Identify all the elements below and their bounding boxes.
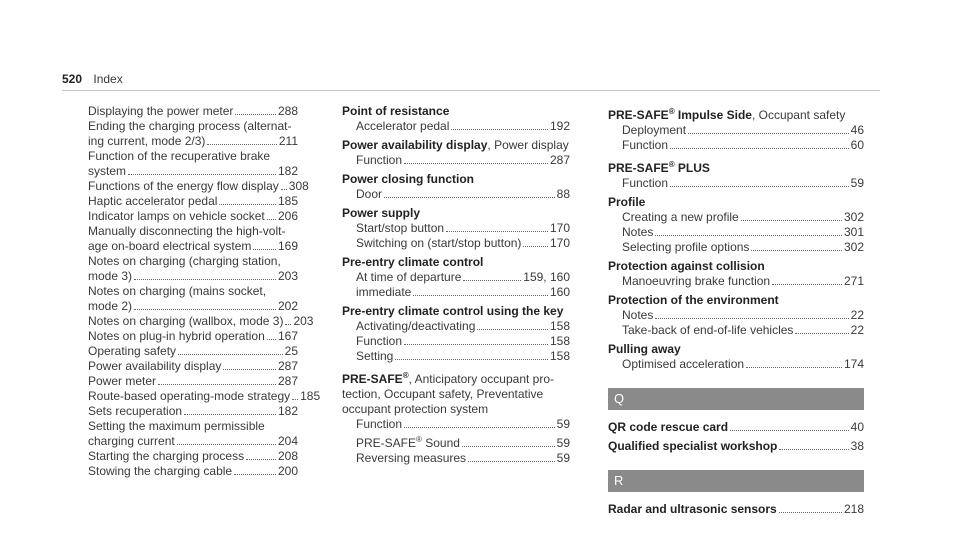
index-heading: PRE-SAFE® PLUS [608,160,710,175]
index-entry[interactable]: Stowing the charging cable 200 [88,464,298,478]
index-entry-line: Notes on charging (charging station, [88,254,281,268]
index-heading-line: tection, Occupant safety, Preventative [342,387,544,401]
header-rule [62,90,880,91]
index-entry[interactable]: Sets recuperation 182 [88,404,298,418]
index-subentry[interactable]: Function 59 [356,417,570,431]
index-entry[interactable]: Power meter 287 [88,374,298,388]
index-heading: Protection against collision [608,259,765,273]
index-entry[interactable]: Operating safety 25 [88,344,298,358]
index-entry[interactable]: mode 3) 203 [88,269,298,283]
index-entry[interactable]: ing current, mode 2/3) 211 [88,134,298,148]
index-subentry[interactable]: Start/stop button 170 [356,221,570,235]
index-entry[interactable]: Route-based operating-mode strategy 185 [88,389,321,403]
index-subentry[interactable]: Creating a new profile 302 [622,210,864,224]
index-subentry[interactable]: Selecting profile options 302 [622,240,864,254]
index-subentry[interactable]: Door 88 [356,187,570,201]
index-subentry[interactable]: PRE-SAFE® Sound 59 [356,435,570,450]
index-entry-line: Ending the charging process (alternat- [88,119,292,133]
index-heading: Profile [608,195,646,209]
index-column-2 [342,104,570,470]
index-entry[interactable]: mode 2) 202 [88,299,298,313]
index-subentry[interactable]: Function 60 [622,138,864,152]
index-subentry[interactable]: Accelerator pedal 192 [356,119,570,133]
index-entry[interactable]: Notes on plug-in hybrid operation 167 [88,329,298,343]
index-heading: Power supply [342,206,421,220]
index-entry[interactable]: Power availability display 287 [88,359,298,373]
index-entry[interactable]: age on-board electrical system 169 [88,239,298,253]
index-subentry[interactable]: Function 158 [356,334,570,348]
index-subentry[interactable]: immediate 160 [356,285,570,299]
index-entry[interactable]: system 182 [88,164,298,178]
index-entry-line: Manually disconnecting the high-volt- [88,224,286,238]
index-subentry[interactable]: Deployment 46 [622,123,864,137]
index-entry-line: Setting the maximum permissible [88,419,265,433]
index-subentry[interactable]: At time of departure 159, 160 [356,270,570,284]
index-subentry[interactable]: Manoeuvring brake function 271 [622,274,864,288]
page-header [62,72,123,86]
index-heading-line: occupant protection system [342,402,489,416]
index-entry-line: Function of the recuperative brake [88,149,271,163]
index-subentry[interactable]: Take-back of end-of-life vehicles 22 [622,323,864,337]
index-heading: Pulling away [608,342,681,356]
index-heading: Pre-entry climate control [342,255,484,269]
letter-divider-q: Q [608,388,864,410]
index-entry[interactable]: Displaying the power meter 288 [88,104,298,118]
index-subentry[interactable]: Setting 158 [356,349,570,363]
index-column-3 [608,104,864,517]
index-entry[interactable]: Radar and ultrasonic sensors 218 [608,502,864,516]
index-column-1 [88,104,321,479]
index-entry[interactable]: charging current 204 [88,434,298,448]
page-number: 520 [62,72,83,86]
letter-divider-r: R [608,470,864,492]
index-heading: Point of resistance [342,104,450,118]
index-entry-line: Notes on charging (mains socket, [88,284,267,298]
index-heading: Protection of the environment [608,293,779,307]
index-subentry[interactable]: Notes 301 [622,225,864,239]
index-heading: Power closing function [342,172,475,186]
index-subentry[interactable]: Reversing measures 59 [356,451,570,465]
index-subentry[interactable]: Activating/deactivating 158 [356,319,570,333]
index-subentry[interactable]: Function 287 [356,153,570,167]
section-title: Index [93,72,123,86]
index-subentry[interactable]: Notes 22 [622,308,864,322]
index-entry[interactable]: Haptic accelerator pedal 185 [88,194,298,208]
index-heading: Power availability display, Power display [342,138,569,152]
index-subentry[interactable]: Switching on (start/stop button) 170 [356,236,570,250]
index-heading: PRE-SAFE®, Anticipatory occupant pro- [342,371,555,386]
index-entry[interactable]: Indicator lamps on vehicle socket 206 [88,209,298,223]
index-entry[interactable]: Notes on charging (wallbox, mode 3) 203 [88,314,314,328]
index-entry[interactable]: Starting the charging process 208 [88,449,298,463]
index-entry[interactable]: Qualified specialist workshop 38 [608,439,864,453]
index-entry[interactable]: Functions of the energy flow display 308 [88,179,309,193]
index-heading: PRE-SAFE® Impulse Side, Occupant safety [608,107,846,122]
index-subentry[interactable]: Optimised acceleration 174 [622,357,864,371]
index-heading: Pre-entry climate control using the key [342,304,564,318]
index-entry[interactable]: QR code rescue card 40 [608,420,864,434]
index-subentry[interactable]: Function 59 [622,176,864,190]
